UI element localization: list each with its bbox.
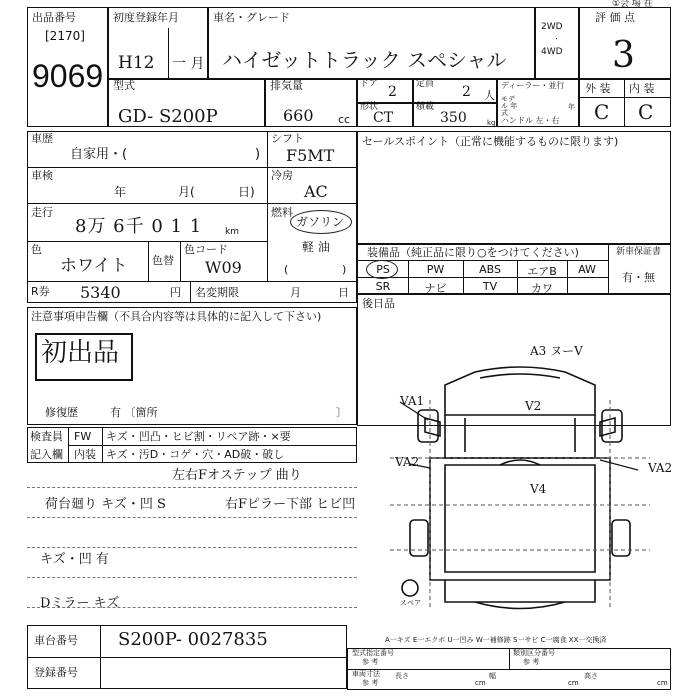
first-reg-era: H12 [118, 53, 155, 73]
equipment-divider [517, 260, 518, 294]
dims-label: 車両寸法 [352, 670, 380, 678]
length-unit: cm [475, 679, 486, 687]
shift-label: シフト [271, 132, 304, 145]
lot-code: [2170] [45, 29, 85, 43]
mileage-value: 8万 6千 0 1 1 [75, 216, 203, 237]
diag-label-va1: VA1 [400, 394, 425, 408]
equipment-item: AW [578, 263, 596, 276]
length-label: 長さ [395, 672, 409, 680]
color-label: 色 [31, 243, 42, 256]
lot-number: 9069 [32, 58, 104, 94]
top-right-note: ①会 場 在 [612, 0, 653, 9]
dealer-label: ディーラー・並行 [501, 81, 565, 90]
history-close: ) [255, 147, 261, 162]
fuel-gas: ガソリン [296, 215, 345, 229]
interior-label: 内 装 [629, 82, 655, 95]
equipment-item: PW [426, 263, 445, 276]
exterior-label: 外 装 [585, 82, 611, 95]
drive-4wd: 4WD [541, 47, 563, 57]
divider [102, 427, 103, 463]
inspection-year: 年 [114, 185, 127, 199]
rule [357, 260, 608, 261]
color-code-value: W09 [205, 258, 242, 277]
load-unit: kg [487, 119, 496, 127]
fuel-paren-open: ( [284, 263, 289, 276]
history-value: 自家用・( [70, 147, 128, 162]
width-label: 幅 [489, 672, 496, 680]
lot-label: 出品番号 [32, 11, 76, 24]
dash-rule [27, 487, 357, 488]
load-label: 積載 [416, 102, 435, 112]
first-reg-label: 初度登録年月 [113, 11, 179, 24]
recycle-value: 5340 [80, 283, 121, 302]
model-year-label: モデル 年式 [501, 95, 518, 117]
mileage-unit: km [225, 227, 239, 237]
inspection-label: 車検 [31, 169, 53, 182]
rule [27, 203, 357, 204]
title-deadline-label: 名変期限 [195, 286, 239, 299]
drive-dot: ・ [553, 35, 560, 43]
sales-point-label: セールスポイント（正常に機能するものに限ります) [362, 135, 619, 148]
model-value: GD- S200P [118, 106, 218, 127]
inspection-day: 日) [238, 185, 255, 199]
displacement-unit: cc [338, 113, 351, 126]
divider [100, 625, 101, 689]
interior-value: C [638, 100, 654, 124]
capacity-value: 2 [462, 84, 471, 100]
model-year-unit: 年 [568, 103, 575, 111]
height-label: 高さ [584, 672, 598, 680]
color-value: ホワイト [60, 256, 128, 276]
capacity-unit: 人 [484, 89, 495, 102]
mileage-label: 走行 [31, 206, 53, 219]
spare-label: スペア [400, 599, 421, 607]
warranty-value: 有・無 [622, 271, 655, 284]
door-value: 2 [388, 84, 397, 100]
dash-rule [27, 517, 357, 518]
ext-int-divider [624, 80, 625, 126]
format-sub: 参 考 [362, 658, 379, 666]
chassis-value: S200P- 0027835 [118, 629, 268, 650]
shift-value: F5MT [286, 146, 335, 165]
displacement-value: 660 [283, 106, 314, 125]
recycle-unit: 円 [170, 286, 181, 299]
caution-label: 注意事項申告欄（不具合内容等は具体的に記入して下さい) [31, 310, 322, 323]
note-line-3: 右Fピラー下部 ヒビ凹 [225, 497, 356, 512]
history-label: 車歴 [31, 132, 53, 145]
repair-value: 有 〔箇所 [110, 406, 158, 419]
inspector-row2-tag: 内装 [74, 448, 96, 461]
inspector-row1-text: キズ・凹凸・ヒビ割・リペア跡・×要 [106, 430, 291, 443]
car-name-value: ハイゼットトラック スペシャル [222, 48, 507, 72]
dims-sub: 参 考 [362, 679, 379, 687]
ac-label: 冷房 [271, 169, 293, 182]
repair-label: 修復歴 [45, 406, 78, 419]
equipment-item: SR [375, 280, 391, 293]
displacement-label: 排気量 [270, 79, 303, 92]
first-reg-month: 一 月 [172, 56, 205, 72]
warranty-label: 新車保証書 [616, 247, 662, 257]
inspector-row2-text: キズ・汚D・コゲ・穴・AD破・破し [106, 448, 285, 461]
title-day: 日 [338, 286, 349, 299]
note-line-2: 荷台廻り キズ・凹 S [45, 497, 166, 512]
rule [27, 167, 357, 168]
equipment-label: 装備品（純正品に限り○をつけてください) [367, 246, 579, 259]
grade-value: 3 [612, 35, 635, 76]
drive-box [535, 7, 579, 79]
equipment-item: TV [482, 280, 498, 293]
ps-circle [366, 260, 398, 279]
note-line-5: Dミラー キズ [40, 596, 120, 611]
fuel-diesel: 軽 油 [302, 240, 330, 254]
grade-label: 評 価 点 [595, 11, 635, 24]
divider [608, 244, 609, 294]
first-reg-divider [168, 28, 169, 78]
diag-label-v2: V2 [525, 399, 542, 413]
inspector-label-1: 検査員 [30, 430, 63, 443]
divider [267, 131, 268, 281]
equipment-item: ABS [479, 263, 501, 276]
dash-rule [27, 577, 357, 578]
equipment-item: カワ [531, 282, 553, 295]
equipment-divider [567, 260, 568, 294]
rule [27, 657, 347, 658]
diag-label-va2-left: VA2 [395, 455, 420, 469]
rule [357, 277, 608, 278]
height-unit: cm [657, 679, 668, 687]
width-unit: cm [568, 679, 579, 687]
diag-label-va2-right: VA2 [648, 461, 673, 475]
note-line-4: キズ・凹 有 [40, 552, 109, 567]
recycle-label: R券 [31, 285, 50, 298]
inspector-row1-tag: FW [74, 430, 92, 443]
divider [148, 241, 149, 281]
car-diagram [370, 340, 673, 635]
load-value: 350 [440, 110, 467, 126]
class-label: 類別区分番号 [513, 649, 555, 657]
rule [27, 241, 267, 242]
format-label: 型式指定番号 [352, 649, 394, 657]
handle-label: ハンドル 左・右 [501, 116, 560, 125]
inspection-month: 月( [178, 185, 195, 199]
ext-int-rule [579, 97, 671, 98]
class-sub: 参 考 [523, 658, 540, 666]
divider [190, 281, 191, 303]
dash-rule [27, 547, 357, 548]
aftermarket-label: 後日品 [362, 297, 395, 310]
ac-value: AC [304, 182, 328, 201]
diag-label-v4: V4 [530, 482, 547, 496]
repair-close: 〕 [336, 406, 347, 419]
first-listing: 初出品 [41, 338, 120, 368]
shape-value: CT [373, 110, 394, 126]
reg-label: 登録番号 [34, 666, 78, 679]
equipment-item: PS [376, 263, 390, 276]
inspector-label-2: 記入欄 [30, 448, 63, 461]
color-code-label: 色コード [184, 243, 228, 256]
legend-text: A一キズ E一エクボ U一凹み W一補修跡 S一サビ C一腐食 XX一交換済 [385, 636, 607, 644]
diag-label-a3: A3 ヌーV [530, 344, 583, 358]
capacity-label: 定員 [416, 79, 435, 89]
equipment-divider [408, 260, 409, 294]
model-label: 型式 [113, 79, 135, 92]
fuel-label: 燃料 [271, 206, 293, 219]
divider [509, 648, 510, 669]
chassis-label: 車台番号 [34, 634, 78, 647]
rule [347, 669, 671, 670]
equipment-item: エアB [527, 265, 557, 278]
note-line-1: 左右Fオステップ 曲り [172, 468, 302, 483]
rule [68, 445, 357, 446]
color-change-label: 色替 [152, 254, 174, 267]
drive-2wd: 2WD [541, 22, 563, 32]
fuel-paren-close: ) [342, 263, 347, 276]
door-label: ドア [360, 79, 378, 89]
divider [180, 241, 181, 281]
equipment-item: ナビ [424, 282, 447, 295]
shape-label: 形状 [360, 102, 379, 112]
exterior-value: C [594, 100, 610, 124]
equipment-divider [463, 260, 464, 294]
car-name-label: 車名・グレード [213, 11, 290, 24]
divider [68, 427, 69, 463]
fuel-gas-circle [290, 210, 352, 234]
rule [27, 281, 357, 282]
title-month: 月 [290, 286, 301, 299]
